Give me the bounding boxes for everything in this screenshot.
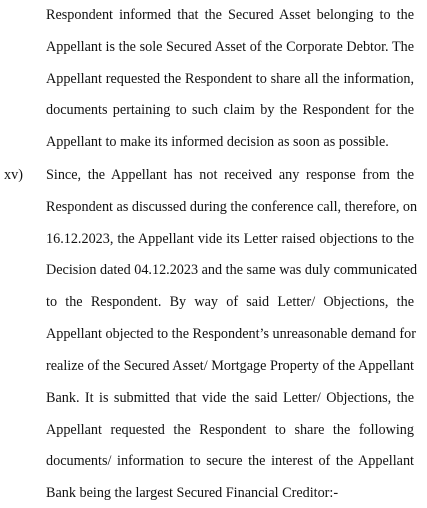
text-line: Appellant requested the Respondent to share all the information, [46, 71, 414, 87]
text-line: Respondent informed that the Secured Asset belonging to the [46, 7, 414, 23]
text-line: Bank being the largest Secured Financial Creditor:- [46, 485, 339, 501]
text-line: Decision dated 04.12.2023 and the same was duly communicated [46, 262, 418, 278]
text-line: Respondent as discussed during the conference call, therefore, on [46, 199, 418, 215]
text-line: Appellant to make its informed decision as soon as possible. [46, 134, 389, 150]
text-line: Appellant is the sole Secured Asset of the Corporate Debtor. The [46, 39, 414, 55]
text-line: to the Respondent. By way of said Letter/ Objections, the [46, 294, 414, 310]
paragraph-number: xv) [4, 167, 23, 183]
text-line: Appellant requested the Respondent to share the following [46, 422, 414, 438]
text-line: realize of the Secured Asset/ Mortgage Property of the Appellant [46, 358, 414, 374]
text-line: Since, the Appellant has not received any response from the [46, 167, 414, 183]
text-line: Bank. It is submitted that vide the said Letter/ Objections, the [46, 390, 414, 406]
text-line: 16.12.2023, the Appellant vide its Letter raised objections to the [46, 231, 414, 247]
text-line: documents pertaining to such claim by the Respondent for the [46, 102, 414, 118]
text-line: documents/ information to secure the interest of the Appellant [46, 453, 414, 469]
text-line: Appellant objected to the Respondent’s unreasonable demand for [46, 326, 416, 342]
